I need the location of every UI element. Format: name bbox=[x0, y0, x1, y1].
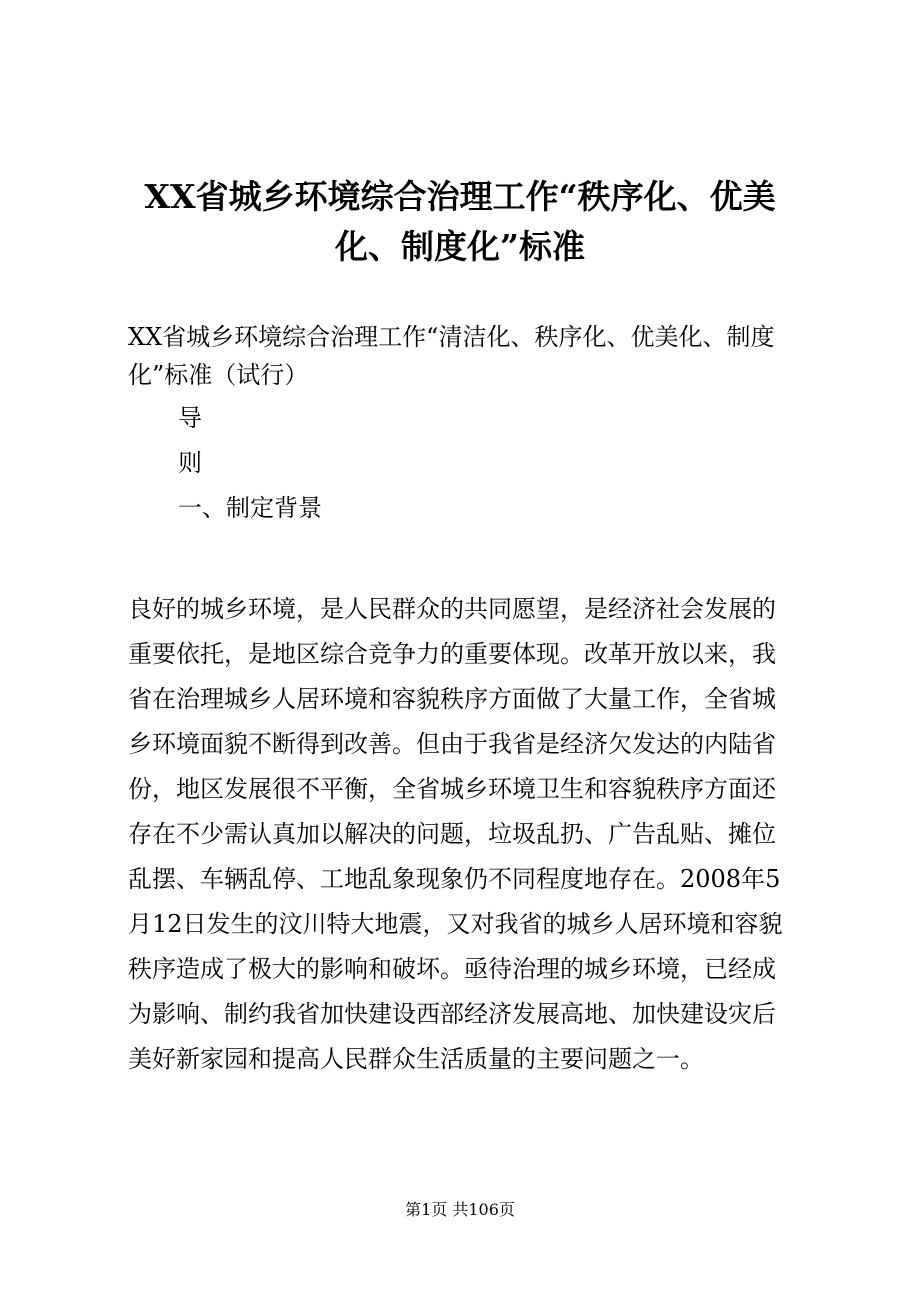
paragraph-line: 为影响、制约我省加快建设西部经济发展高地、加快建设灾后 bbox=[128, 1000, 776, 1028]
page-number: 第1页 共106页 bbox=[405, 1200, 515, 1219]
document-body bbox=[128, 318, 798, 1082]
paragraph-line: 份，地区发展很不平衡，全省城乡环境卫生和容貌秩序方面还 bbox=[128, 775, 776, 803]
paragraph-line: 重要依托，是地区综合竞争力的重要体现。改革开放以来，我 bbox=[128, 640, 776, 668]
guide-heading-char: 导 bbox=[178, 404, 202, 432]
paragraph-line: 月12日发生的汶川特大地震，又对我省的城乡人居环境和容貌 bbox=[128, 910, 783, 938]
subtitle-line: 化”标准（试行） bbox=[128, 361, 309, 389]
subtitle-line: XX省城乡环境综合治理工作“清洁化、秩序化、优美化、制度 bbox=[128, 323, 775, 351]
guide-heading-char: 则 bbox=[178, 449, 202, 477]
document-subtitle bbox=[128, 318, 798, 394]
page-footer bbox=[0, 1198, 920, 1222]
paragraph-line: 美好新家园和提高人民群众生活质量的主要问题之一。 bbox=[128, 1045, 704, 1073]
body-paragraph bbox=[128, 587, 798, 1082]
page-title bbox=[120, 172, 800, 272]
paragraph-line: 乱摆、车辆乱停、工地乱象现象仍不同程度地存在。2008年5 bbox=[128, 865, 781, 893]
section-heading: 一、制定背景 bbox=[178, 494, 322, 522]
paragraph-line: 秩序造成了极大的影响和破坏。亟待治理的城乡环境，已经成 bbox=[128, 955, 776, 983]
paragraph-line: 乡环境面貌不断得到改善。但由于我省是经济欠发达的内陆省 bbox=[128, 730, 776, 758]
title-line: 化、制度化”标准 bbox=[335, 227, 585, 266]
title-line: XX省城乡环境综合治理工作“秩序化、优美 bbox=[144, 177, 776, 216]
paragraph-line: 良好的城乡环境，是人民群众的共同愿望，是经济社会发展的 bbox=[128, 595, 776, 623]
paragraph-line: 存在不少需认真加以解决的问题，垃圾乱扔、广告乱贴、摊位 bbox=[128, 820, 776, 848]
paragraph-line: 省在治理城乡人居环境和容貌秩序方面做了大量工作，全省城 bbox=[128, 685, 776, 713]
